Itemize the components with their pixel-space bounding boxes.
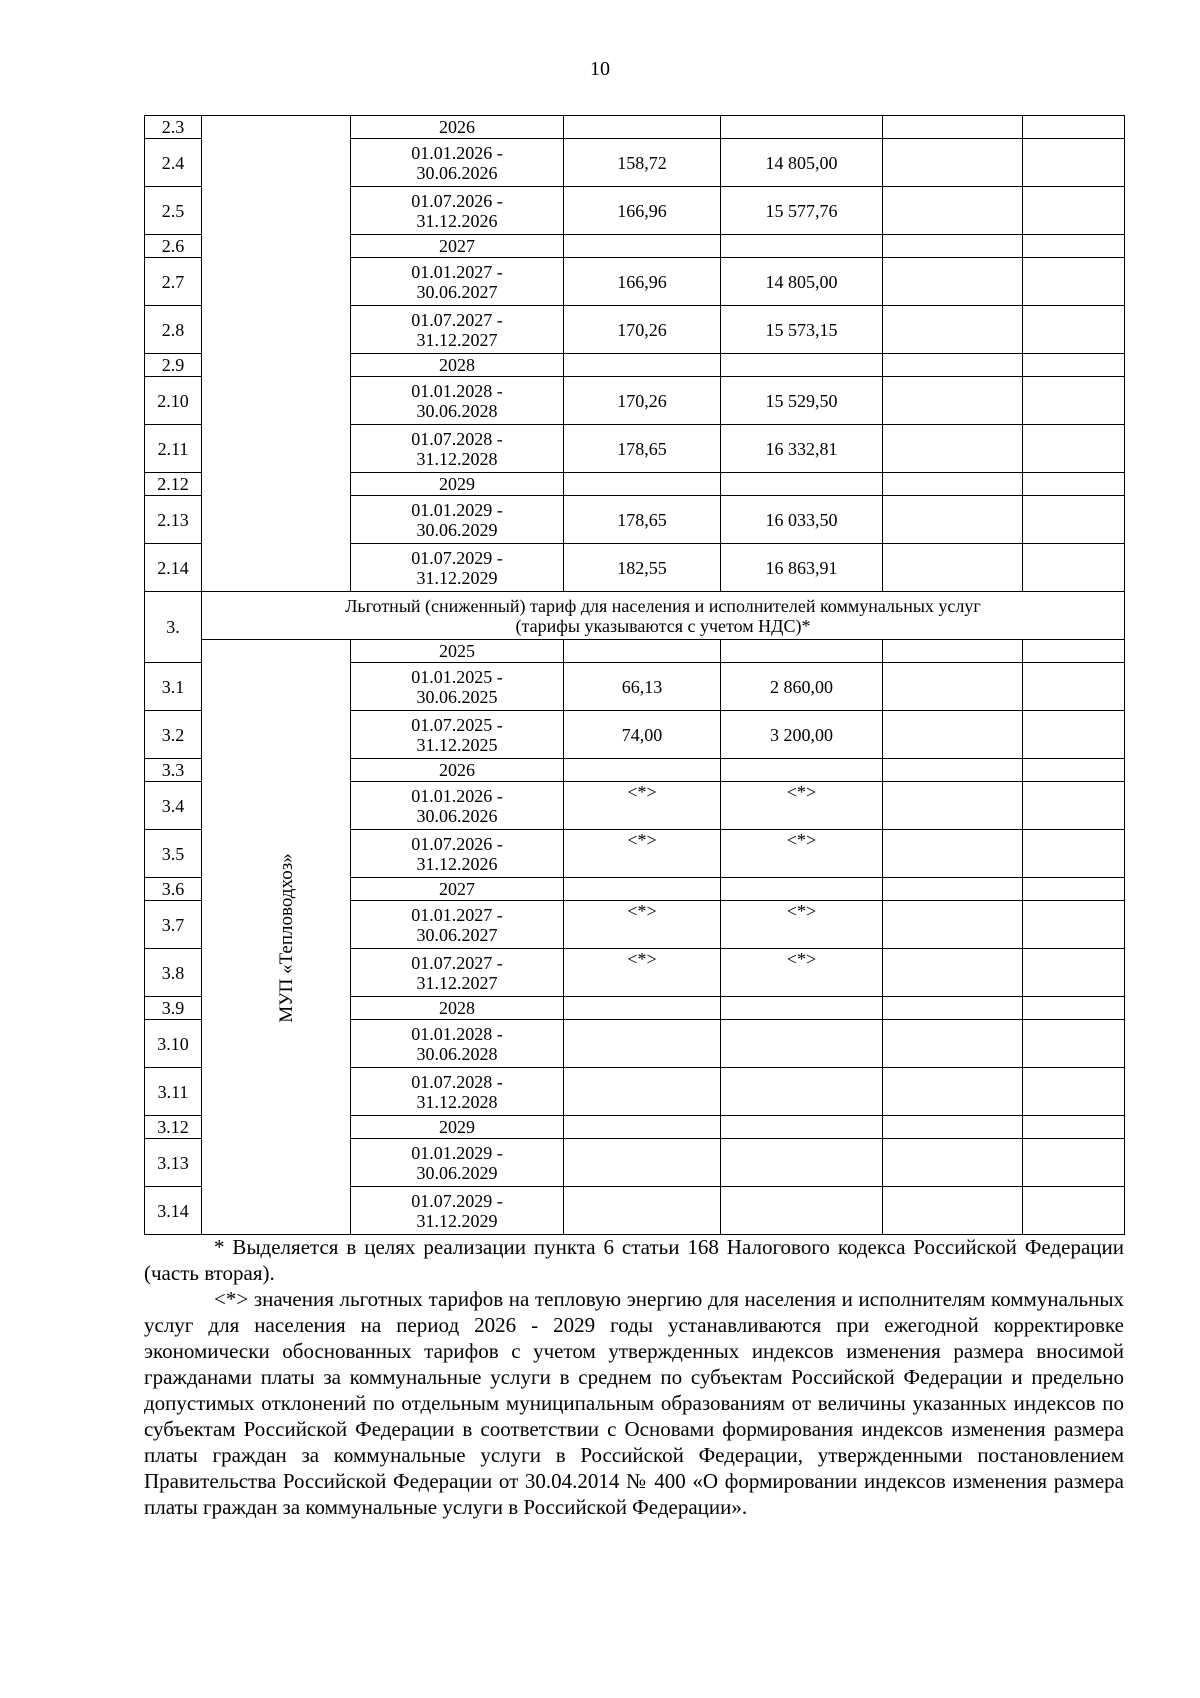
tariff-value: 182,55 [564,544,721,592]
row-number: 2.5 [145,187,202,235]
period-cell [351,496,564,544]
period-cell [351,258,564,306]
empty-cell [883,235,1023,258]
row-number: 2.12 [145,473,202,496]
period-cell [351,425,564,473]
period-line: 2028 [439,355,475,375]
empty-cell [883,116,1023,139]
tariff-value [721,1116,883,1139]
row-number: 2.7 [145,258,202,306]
row-number: 3.14 [145,1187,202,1235]
tariff-value [564,1116,721,1139]
empty-cell [883,663,1023,711]
organization-cell [202,640,351,1235]
period-cell [351,663,564,711]
period-line: 30.06.2029 [416,519,498,540]
tariff-value: 16 863,91 [721,544,883,592]
row-number: 2.8 [145,306,202,354]
period-line: 30.06.2027 [416,281,498,302]
section-title [202,592,1125,640]
period-line: 01.07.2028 - [411,428,503,449]
period-line: 31.12.2028 [416,1091,498,1112]
period-line: 01.07.2027 - [411,952,503,973]
row-number: 3.12 [145,1116,202,1139]
tariff-value: <*> [721,782,883,830]
empty-cell [1023,759,1125,782]
tariff-value: 16 332,81 [721,425,883,473]
period-line: 01.01.2026 - [411,142,503,163]
period-cell [351,377,564,425]
tariff-value [721,1020,883,1068]
empty-cell [883,425,1023,473]
period-cell [351,139,564,187]
empty-cell [883,830,1023,878]
tariff-value: 74,00 [564,711,721,759]
empty-cell [883,997,1023,1020]
empty-cell [883,759,1023,782]
period-line: 2027 [439,879,475,899]
empty-cell [1023,997,1125,1020]
period-line: 30.06.2026 [416,805,498,826]
table-row [145,640,1125,663]
period-line: 2027 [439,236,475,256]
empty-cell [883,354,1023,377]
period-line: 01.07.2029 - [411,1190,503,1211]
period-line: 30.06.2026 [416,162,498,183]
period-line: 31.12.2029 [416,1210,498,1231]
period-cell [351,711,564,759]
empty-cell [883,1139,1023,1187]
empty-cell [883,377,1023,425]
organization-name: МУП «Тепловодхоз» [275,852,297,1023]
footnotes [144,1234,1124,1520]
period-cell [351,759,564,782]
empty-cell [1023,1116,1125,1139]
period-line: 2029 [439,474,475,494]
period-line: 31.12.2029 [416,567,498,588]
period-line: 2028 [439,998,475,1018]
section-title-line: Льготный (сниженный) тариф для населения и исполнителей коммунальных услуг [345,595,981,616]
empty-cell [883,949,1023,997]
empty-cell [883,306,1023,354]
section-number: 3. [145,592,202,663]
tariff-value [564,354,721,377]
empty-cell [1023,116,1125,139]
empty-cell [1023,1020,1125,1068]
period-line: 31.12.2027 [416,972,498,993]
tariff-value: 170,26 [564,306,721,354]
period-cell [351,473,564,496]
tariff-value: 178,65 [564,425,721,473]
tariff-value [721,759,883,782]
empty-cell [721,640,883,663]
empty-cell [1023,901,1125,949]
tariff-value [564,473,721,496]
row-number: 2.13 [145,496,202,544]
tariff-value [564,116,721,139]
page-number: 10 [590,58,610,80]
period-line: 01.07.2025 - [411,714,503,735]
tariff-value [564,878,721,901]
period-cell [351,187,564,235]
tariff-value: 14 805,00 [721,139,883,187]
period-line: 01.01.2028 - [411,1023,503,1044]
empty-cell [883,1116,1023,1139]
tariff-value [564,1187,721,1235]
row-number: 3.7 [145,901,202,949]
period-line: 30.06.2025 [416,686,498,707]
empty-cell [883,187,1023,235]
empty-cell [1023,949,1125,997]
organization-cell [202,116,351,592]
empty-cell [883,640,1023,663]
row-number: 3.2 [145,711,202,759]
empty-cell [883,878,1023,901]
period-cell [351,878,564,901]
period-line: 31.12.2026 [416,853,498,874]
empty-cell [1023,377,1125,425]
period-line: 01.07.2028 - [411,1071,503,1092]
tariff-value: 166,96 [564,258,721,306]
tariff-value [564,235,721,258]
empty-cell [1023,139,1125,187]
row-number: 3.10 [145,1020,202,1068]
row-number: 3.9 [145,997,202,1020]
empty-cell [1023,473,1125,496]
period-line: 2029 [439,1117,475,1137]
tariff-value: <*> [564,830,721,878]
period-line: 01.01.2025 - [411,666,503,687]
row-number: 2.3 [145,116,202,139]
empty-cell [883,473,1023,496]
row-number: 3.3 [145,759,202,782]
section-title-line: (тарифы указываются с учетом НДС)* [515,615,811,636]
tariff-value: 66,13 [564,663,721,711]
empty-cell [1023,830,1125,878]
period-line: 31.12.2028 [416,448,498,469]
vat-footnote: * Выделяется в целях реализации пункта 6 статьи 168 Налогового кодекса Российской Федерации (часть вторая). [144,1235,1124,1285]
period-line: 31.12.2027 [416,329,498,350]
period-line: 31.12.2025 [416,734,498,755]
period-line: 30.06.2027 [416,924,498,945]
tariff-value: <*> [564,949,721,997]
tariff-value [721,1139,883,1187]
tariff-value [721,1068,883,1116]
tariff-value [721,473,883,496]
empty-cell [1023,354,1125,377]
period-cell [351,1116,564,1139]
row-number: 3.4 [145,782,202,830]
tariff-value [721,235,883,258]
tariff-value: 16 033,50 [721,496,883,544]
period-cell [351,1187,564,1235]
empty-cell [1023,1187,1125,1235]
period-cell [351,116,564,139]
row-number: 2.11 [145,425,202,473]
empty-cell [883,1020,1023,1068]
period-cell [351,901,564,949]
tariff-value: 15 573,15 [721,306,883,354]
period-line: 01.07.2026 - [411,190,503,211]
empty-cell [883,1068,1023,1116]
period-line: 31.12.2026 [416,210,498,231]
row-number: 3.1 [145,663,202,711]
row-number: 2.10 [145,377,202,425]
period-cell [351,949,564,997]
empty-cell [1023,1139,1125,1187]
empty-cell [1023,544,1125,592]
tariff-value: <*> [564,782,721,830]
empty-cell [883,901,1023,949]
empty-cell [1023,306,1125,354]
period-cell [351,1020,564,1068]
period-line: 2026 [439,117,475,137]
tariff-value [721,997,883,1020]
tariff-value: 166,96 [564,187,721,235]
period-cell [351,830,564,878]
period-cell [351,782,564,830]
tariff-value: 15 577,76 [721,187,883,235]
empty-cell [1023,640,1125,663]
period-cell [351,1068,564,1116]
tariff-value [721,116,883,139]
tariff-value: 178,65 [564,496,721,544]
tariff-value: <*> [721,949,883,997]
tariff-value [564,1068,721,1116]
row-number: 3.11 [145,1068,202,1116]
tariff-value: 170,26 [564,377,721,425]
tariff-value: 3 200,00 [721,711,883,759]
star-footnote: <*> значения льготных тарифов на тепловую энергию для населения и исполнителям коммунальных услуг для населения на период 2026 - 2029 годы устанавливаются при ежегодной корректировке экономически обоснованных тарифов с учетом утвержденных индексов изменения размера вносимой гражданами платы за коммунальные услуги в среднем по субъектам Российской Федерации и предельно допустимых отклонений по отдельным муниципальным образованиям от величины указанных индексов по субъектам Российской Федерации в соответствии с Основами формирования индексов изменения размера платы граждан за коммунальные услуги в Российской Федерации, утвержденными постановлением Правительства Российской Федерации от 30.04.2014 № 400 «О формировании индексов изменения размера платы граждан за коммунальные услуги в Российской Федерации». [144,1287,1124,1519]
period-line: 01.07.2027 - [411,309,503,330]
empty-cell [883,496,1023,544]
period-cell [351,1139,564,1187]
tariff-value [564,1139,721,1187]
empty-cell [1023,711,1125,759]
period-line: 01.01.2029 - [411,499,503,520]
empty-cell [883,782,1023,830]
period-line: 30.06.2028 [416,400,498,421]
period-line: 01.01.2029 - [411,1142,503,1163]
empty-cell [883,1187,1023,1235]
period-cell [351,306,564,354]
tariff-value: 158,72 [564,139,721,187]
tariff-value [564,759,721,782]
period-line: 30.06.2029 [416,1162,498,1183]
tariff-table [144,115,1125,1235]
period-line: 2026 [439,760,475,780]
period-cell [351,997,564,1020]
empty-cell [1023,496,1125,544]
empty-cell [1023,1068,1125,1116]
tariff-value [564,997,721,1020]
row-number: 2.9 [145,354,202,377]
row-number: 3.13 [145,1139,202,1187]
empty-cell [883,544,1023,592]
tariff-value [721,1187,883,1235]
empty-cell [1023,782,1125,830]
period-line: 01.07.2029 - [411,547,503,568]
row-number: 2.14 [145,544,202,592]
tariff-value: 15 529,50 [721,377,883,425]
empty-cell [1023,187,1125,235]
period-line: 01.01.2026 - [411,785,503,806]
row-number: 2.6 [145,235,202,258]
period-cell [351,354,564,377]
empty-cell [883,711,1023,759]
empty-cell [883,139,1023,187]
row-number: 3.8 [145,949,202,997]
tariff-value [721,878,883,901]
empty-cell [1023,878,1125,901]
table-row [145,116,1125,139]
row-number: 2.4 [145,139,202,187]
period-line: 30.06.2028 [416,1043,498,1064]
empty-cell [564,640,721,663]
row-number: 3.5 [145,830,202,878]
tariff-value: <*> [564,901,721,949]
empty-cell [1023,235,1125,258]
period-line: 01.01.2027 - [411,904,503,925]
section-header-row [145,592,1125,640]
empty-cell [1023,425,1125,473]
tariff-value [721,354,883,377]
tariff-value: 14 805,00 [721,258,883,306]
empty-cell [883,258,1023,306]
period-cell [351,235,564,258]
tariff-value [564,1020,721,1068]
empty-cell [1023,663,1125,711]
period-line: 01.01.2027 - [411,261,503,282]
period-cell [351,544,564,592]
period-line: 01.07.2026 - [411,833,503,854]
tariff-value: 2 860,00 [721,663,883,711]
period-cell: 2025 [351,640,564,663]
period-line: 01.01.2028 - [411,380,503,401]
empty-cell [1023,258,1125,306]
tariff-value: <*> [721,830,883,878]
tariff-value: <*> [721,901,883,949]
row-number: 3.6 [145,878,202,901]
